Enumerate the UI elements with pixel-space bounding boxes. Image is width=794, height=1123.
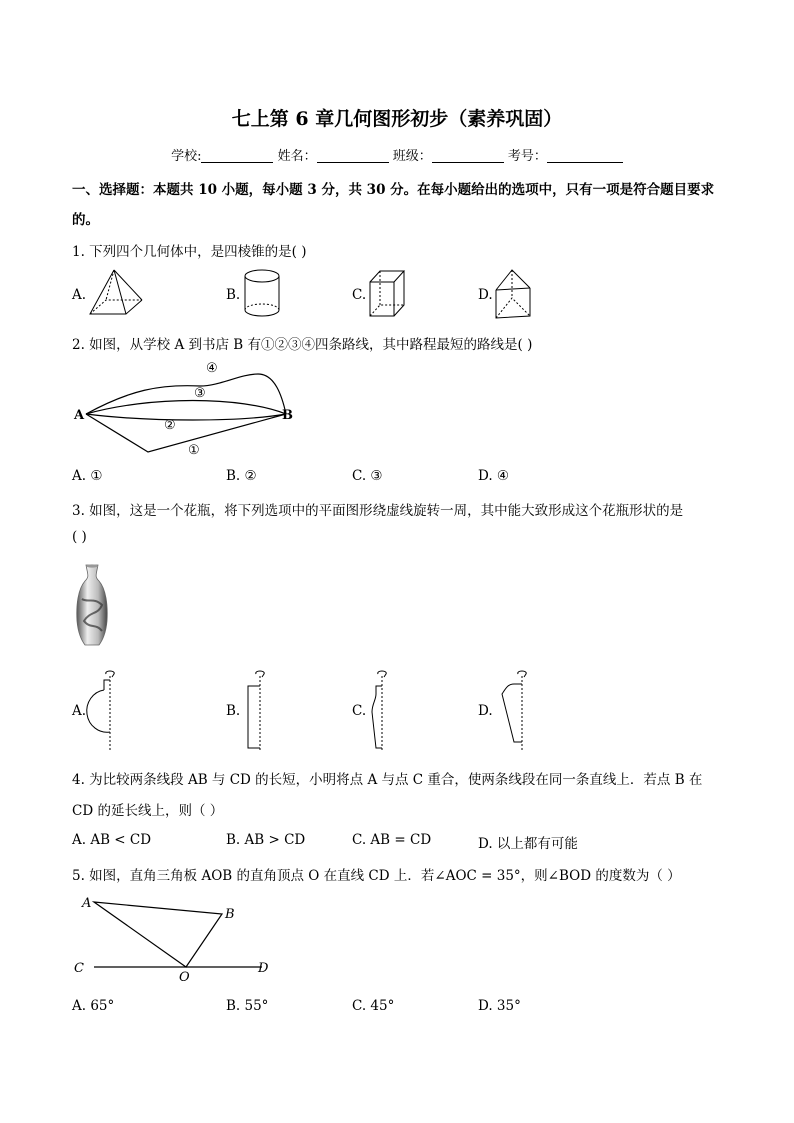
q5-option-a: A. 65° [72,998,115,1014]
q1-option-c: C. [352,287,367,303]
q2-option-a: A. ① [72,468,103,484]
cylinder-figure [242,268,282,320]
point-a-label: A [82,896,92,911]
route-4-label: ④ [206,361,218,376]
q1-option-b: B. [226,287,241,303]
school-blank [201,148,273,163]
section-heading-line1: 一、选择题：本题共 10 小题，每小题 3 分，共 30 分。在每小题给出的选项中，只有一项是符合题目要求 [72,182,715,198]
route-diagram [70,356,310,460]
point-a-label: A [74,408,85,423]
point-d-label: D [258,961,269,976]
name-blank [317,148,389,163]
route-3 [86,401,286,415]
q4-option-d: D. 以上都有可能 [478,836,578,852]
name-label: 姓名： [277,149,317,164]
pyramid-figure [88,268,144,320]
question-4-stem-line2: CD 的延长线上，则（ ） [72,803,224,819]
q3-figure-d [494,668,534,752]
q1-option-d: D. [478,287,493,303]
q5-option-d: D. 35° [478,998,521,1014]
route-4 [86,374,286,414]
class-blank [432,148,504,163]
q3-figure-b [240,668,280,752]
exam-no-label: 考号： [507,149,547,164]
q3-option-b: B. [226,703,241,719]
section-heading-line2: 的。 [72,212,99,228]
question-5-stem: 5. 如图，直角三角板 AOB 的直角顶点 O 在直线 CD 上．若∠AOC = 35°，则∠BOD 的度数为（ ） [72,868,681,884]
q3-figure-c [366,668,406,752]
route-1-label: ① [188,443,200,458]
q3-figure-a [90,668,130,752]
q5-option-c: C. 45° [352,998,395,1014]
rectangular-prism-figure [368,268,408,320]
question-3-stem-line2: ( ) [72,529,87,545]
question-2-stem: 2. 如图，从学校 A 到书店 B 有①②③④四条路线，其中路程最短的路线是( ) [72,337,533,353]
q2-option-d: D. ④ [478,468,510,484]
exam-no-blank [547,148,623,163]
route-2-label: ② [164,418,176,433]
student-info-line [0,145,794,164]
q3-option-c: C. [352,703,367,719]
q5-option-b: B. 55° [226,998,269,1014]
q3-option-a: A. [72,703,87,719]
triangular-prism-figure [494,268,534,320]
route-2 [86,414,286,420]
q4-option-b: B. AB > CD [226,832,306,848]
point-o-label: O [179,970,190,985]
q4-option-c: C. AB = CD [352,832,432,848]
point-c-label: C [74,961,84,976]
q1-option-a: A. [72,287,87,303]
page-title: 七上第 6 章几何图形初步（素养巩固） [231,108,563,130]
route-3-label: ③ [194,386,206,401]
q4-option-a: A. AB < CD [72,832,152,848]
question-3-stem-line1: 3. 如图，这是一个花瓶，将下列选项中的平面图形绕虚线旋转一周，其中能大致形成这个花瓶形状的是 [72,503,684,519]
vase-image [72,563,112,647]
q2-option-c: C. ③ [352,468,383,484]
triangle-on-line-diagram [70,892,280,984]
right-triangle-aob [94,902,222,967]
point-b-label: B [282,408,293,423]
question-4-stem-line1: 4. 为比较两条线段 AB 与 CD 的长短，小明将点 A 与点 C 重合，使两条线段在同一条直线上．若点 B 在 [72,772,703,788]
point-b-label: B [225,907,235,922]
q2-option-b: B. ② [226,468,257,484]
class-label: 班级： [392,149,432,164]
question-1-stem: 1. 下列四个几何体中，是四棱锥的是( ) [72,244,307,260]
q3-option-d: D. [478,703,493,719]
school-label: 学校: [171,149,202,164]
